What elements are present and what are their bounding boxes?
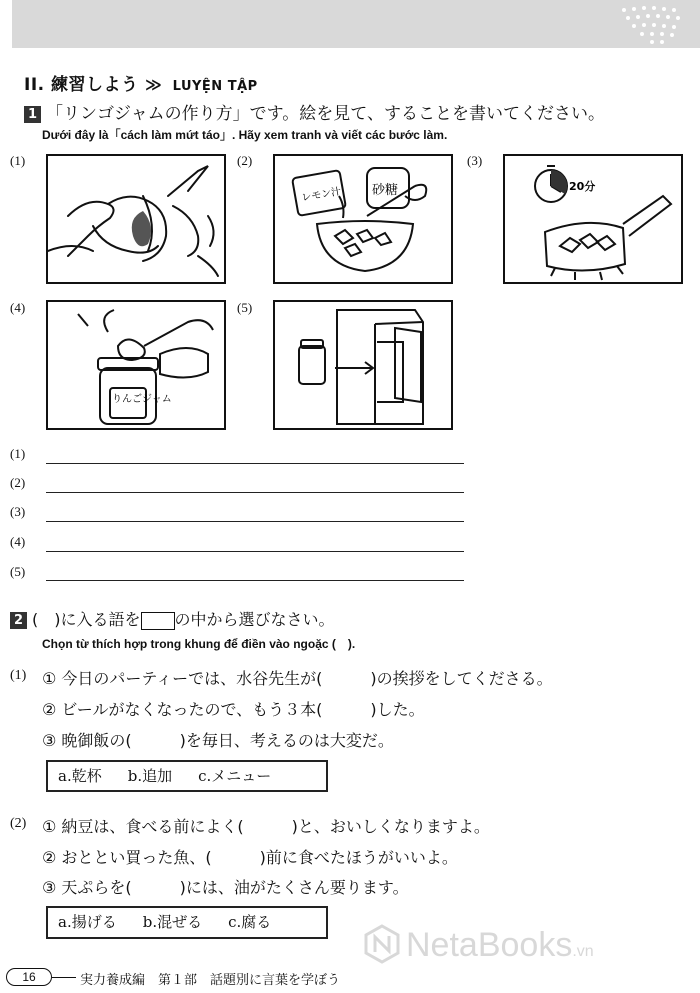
picture-fridge	[273, 300, 453, 430]
question-1	[24, 99, 605, 124]
picture-jar-filling	[46, 300, 226, 430]
question-number-badge: 2	[10, 612, 27, 629]
answer-line-1[interactable]	[46, 463, 464, 464]
watermark-suffix: .vn	[572, 943, 594, 960]
picture-label: (5)	[237, 300, 253, 315]
choice-c[interactable]: c.腐る	[228, 913, 272, 931]
page-number: 16	[6, 968, 52, 986]
choice-box-symbol	[141, 612, 175, 630]
answer-line-label: (3)	[10, 504, 26, 519]
picture-label: (4)	[10, 300, 26, 315]
question-2-text-pre: ( )に入る語を	[32, 610, 141, 629]
answer-line-label: (2)	[10, 475, 26, 490]
watermark-text	[406, 926, 594, 965]
timer-pot-stove-icon	[505, 156, 681, 282]
picture-lemon-sugar	[273, 154, 453, 284]
group-1-item-1: ① 今日のパーティーでは、水谷先生が( )の挨拶をしてくださる。	[42, 669, 553, 688]
choice-b[interactable]: b.追加	[127, 767, 173, 785]
choice-b[interactable]: b.混ぜる	[142, 913, 203, 931]
choice-box-1	[46, 760, 328, 792]
group-label: (2)	[10, 816, 27, 831]
group-1-item-2: ② ビールがなくなったので、もう３本( )した。	[42, 700, 425, 719]
group-2-item-2: ② おととい買った魚、( )前に食べたほうがいいよ。	[42, 848, 458, 867]
section-title	[24, 70, 258, 95]
question-2	[10, 607, 335, 630]
section-title-vn: LUYỆN TẬP	[172, 79, 258, 94]
picture-label: (1)	[10, 153, 26, 168]
timer-label: 20分	[569, 180, 596, 193]
choice-a[interactable]: a.揚げる	[58, 913, 117, 931]
answer-line-4[interactable]	[46, 551, 464, 552]
answer-line-5[interactable]	[46, 580, 464, 581]
question-1-text: 「リンゴジャムの作り方」です。絵を見て、することを書いてください。	[46, 104, 605, 124]
question-1-vn-instruction: Dưới đây là「cách làm mứt táo」. Hãy xem tranh và viết các bước làm.	[42, 128, 448, 142]
choice-a[interactable]: a.乾杯	[58, 767, 102, 785]
footer-title: 実力養成編 第１部 話題別に言葉を学ぼう	[80, 973, 341, 988]
group-label: (1)	[10, 668, 27, 683]
jam-jar-spoon-icon	[48, 302, 224, 428]
group-2-item-1: ① 納豆は、食べる前によく( )と、おいしくなりますよ。	[42, 817, 490, 836]
section-title-jp: 練習しよう	[51, 75, 139, 95]
question-2-vn-instruction: Chọn từ thích hợp trong khung để điền vào ngoặc ( ).	[42, 637, 356, 651]
group-1-item-3: ③ 晩御飯の( )を毎日、考えるのは大変だ。	[42, 731, 394, 750]
double-chevron-icon: ≫	[144, 75, 163, 94]
answer-line-3[interactable]	[46, 521, 464, 522]
netabooks-logo-icon	[362, 924, 402, 964]
picture-label: (2)	[237, 153, 253, 168]
answer-line-label: (1)	[10, 446, 26, 461]
lemon-juice-label: レモン汁	[300, 186, 343, 205]
choice-box-2	[46, 906, 328, 939]
answer-line-label: (5)	[10, 564, 26, 579]
jar-to-fridge-icon	[275, 302, 451, 428]
choice-c[interactable]: c.メニュー	[198, 767, 272, 785]
picture-boiling-pot	[503, 154, 683, 284]
sugar-label: 砂糖	[372, 183, 399, 198]
picture-cutting-apple	[46, 154, 226, 284]
hand-knife-apple-icon	[48, 156, 224, 282]
group-2-item-3: ③ 天ぷらを( )には、油がたくさん要ります。	[42, 878, 409, 897]
question-number-badge: 1	[24, 106, 41, 123]
answer-line-2[interactable]	[46, 492, 464, 493]
jar-label: りんごジャム	[112, 394, 172, 405]
decorative-dots-icon	[616, 4, 686, 44]
picture-label: (3)	[467, 153, 483, 168]
question-2-text-post: の中から選びなさい。	[174, 610, 335, 629]
header-bar	[12, 0, 700, 48]
watermark-main: NetaBooks	[406, 926, 573, 964]
section-number: II.	[24, 75, 45, 95]
answer-line-label: (4)	[10, 534, 26, 549]
bowl-lemon-sugar-icon	[275, 156, 451, 282]
footer-divider	[52, 977, 76, 978]
